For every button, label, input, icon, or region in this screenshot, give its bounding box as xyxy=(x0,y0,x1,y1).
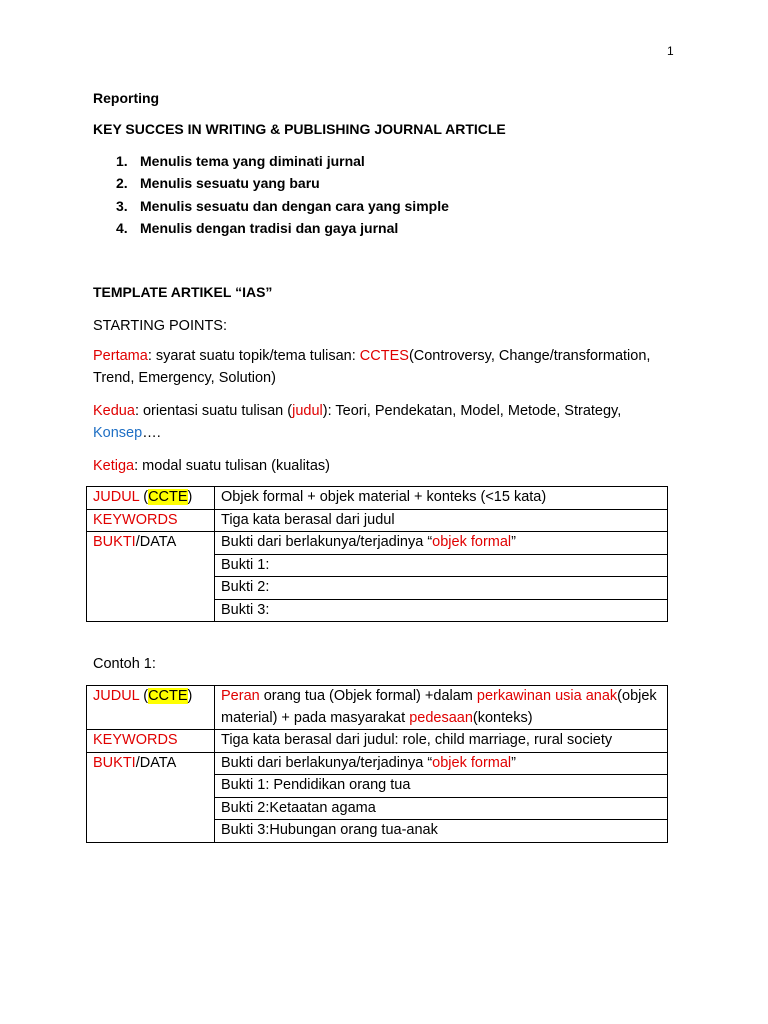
ccte-highlight: CCTE xyxy=(148,489,188,505)
template-table xyxy=(86,486,668,622)
list-text: Menulis tema yang diminati jurnal xyxy=(140,153,365,169)
page-number: 1 xyxy=(667,44,674,58)
konsep-term: Konsep xyxy=(93,425,143,441)
judul-text: orang tua (Objek formal) +dalam xyxy=(259,688,477,704)
judul-cell xyxy=(87,686,215,730)
paren: ) xyxy=(187,688,193,704)
bukti-intro xyxy=(215,752,668,775)
keywords-value: Tiga kata berasal dari judul xyxy=(215,509,668,532)
list-item xyxy=(116,153,365,169)
bukti-item: Bukti 1: Pendidikan orang tua xyxy=(215,775,668,798)
bukti-intro-close: ” xyxy=(511,534,516,550)
bukti-item: Bukti 3:Hubungan orang tua-anak xyxy=(215,820,668,843)
judul-label: JUDUL xyxy=(93,688,140,704)
pertama-text-2: (Controversy, Change/transformation, Trend, Emergency, Solution) xyxy=(93,348,651,386)
keywords-value: Tiga kata berasal dari judul: role, child marriage, rural society xyxy=(215,730,668,753)
pedesaan-term: pedesaan xyxy=(409,709,473,726)
contoh-label: Contoh 1: xyxy=(93,656,156,672)
paren: ( xyxy=(139,489,149,505)
table-row xyxy=(87,532,668,555)
key-success-title: KEY SUCCES IN WRITING & PUBLISHING JOURNAL ARTICLE xyxy=(93,121,506,137)
kedua-paragraph xyxy=(93,400,683,444)
keywords-label: KEYWORDS xyxy=(87,730,215,753)
table-row xyxy=(87,730,668,753)
judul-text-2: (objek material) + pada masyarakat xyxy=(221,688,657,726)
objek-formal-term: objek formal xyxy=(432,534,512,550)
template-title: TEMPLATE ARTIKEL “IAS” xyxy=(93,284,273,300)
ketiga-paragraph xyxy=(93,455,683,477)
list-number: 1. xyxy=(116,153,128,169)
judul-value xyxy=(215,686,668,730)
list-text: Menulis sesuatu dan dengan cara yang simple xyxy=(140,198,449,214)
data-label: /DATA xyxy=(135,754,177,771)
list-item xyxy=(116,198,449,214)
pertama-text: : syarat suatu topik/tema tulisan: xyxy=(147,348,360,364)
kedua-text-2: ): Teori, Pendekatan, Model, Metode, Strategy, xyxy=(322,403,622,419)
table-row xyxy=(87,752,668,775)
perkawinan-term: perkawinan usia anak xyxy=(476,688,618,704)
kedua-text: : orientasi suatu tulisan ( xyxy=(134,403,293,419)
objek-formal-term: objek formal xyxy=(432,754,512,771)
judul-value: Objek formal + objek material + konteks (<15 kata) xyxy=(215,487,668,510)
judul-text-3: (konteks) xyxy=(472,709,533,726)
bukti-label: BUKTI xyxy=(93,534,136,550)
list-number: 2. xyxy=(116,175,128,191)
ketiga-text: : modal suatu tulisan (kualitas) xyxy=(134,458,330,474)
cctes-term: CCTES xyxy=(359,348,409,364)
paren: ( xyxy=(139,688,149,704)
list-item xyxy=(116,175,320,191)
bukti-item: Bukti 3: xyxy=(215,599,668,622)
bukti-item: Bukti 2: xyxy=(215,577,668,600)
bukti-item: Bukti 1: xyxy=(215,554,668,577)
table-row xyxy=(87,509,668,532)
bukti-cell xyxy=(87,532,215,622)
pertama-label: Pertama xyxy=(93,348,148,364)
keywords-label: KEYWORDS xyxy=(87,509,215,532)
table-row xyxy=(87,686,668,730)
reporting-label: Reporting xyxy=(93,90,160,106)
list-number: 3. xyxy=(116,198,128,214)
bukti-cell xyxy=(87,752,215,842)
kedua-text-3: …. xyxy=(142,425,161,441)
bukti-intro-close: ” xyxy=(511,754,516,771)
ketiga-label: Ketiga xyxy=(93,458,135,474)
list-item xyxy=(116,220,398,236)
bukti-label: BUKTI xyxy=(93,754,136,771)
peran-term: Peran xyxy=(221,688,260,704)
judul-term: judul xyxy=(292,403,323,419)
table-row xyxy=(87,487,668,510)
pertama-paragraph xyxy=(93,345,683,389)
starting-points: STARTING POINTS: xyxy=(93,318,228,334)
paren: ) xyxy=(187,489,193,505)
ccte-highlight: CCTE xyxy=(148,688,188,704)
judul-label: JUDUL xyxy=(93,489,140,505)
bukti-item: Bukti 2:Ketaatan agama xyxy=(215,797,668,820)
example-table xyxy=(86,685,668,843)
judul-cell xyxy=(87,487,215,510)
bukti-intro xyxy=(215,532,668,555)
data-label: /DATA xyxy=(135,534,177,550)
kedua-label: Kedua xyxy=(93,403,135,419)
bukti-intro-text: Bukti dari berlakunya/terjadinya “ xyxy=(221,754,433,771)
list-text: Menulis dengan tradisi dan gaya jurnal xyxy=(140,220,399,236)
list-text: Menulis sesuatu yang baru xyxy=(140,175,320,191)
list-number: 4. xyxy=(116,220,128,236)
bukti-intro-text: Bukti dari berlakunya/terjadinya “ xyxy=(221,534,433,550)
